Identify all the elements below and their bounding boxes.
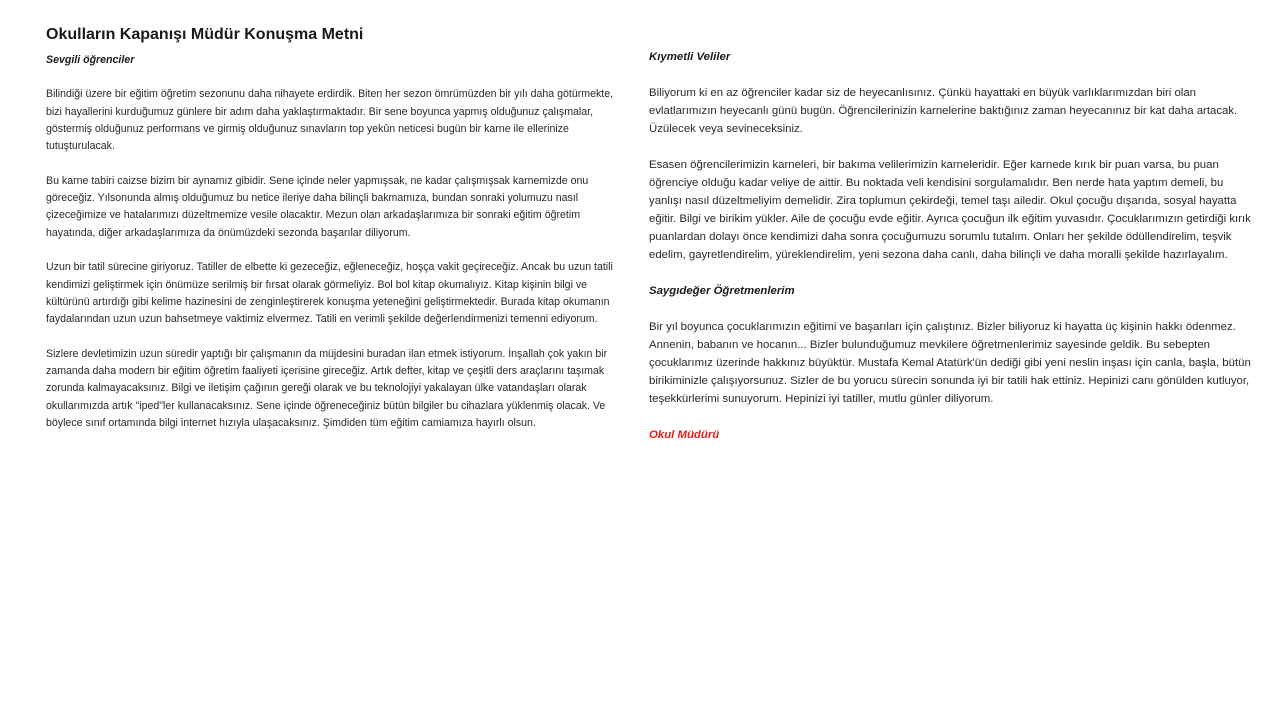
parents-paragraph: Biliyorum ki en az öğrenciler kadar siz de heyecanlısınız. Çünkü hayattaki en büyük varlıklarımızdan biri olan evlatlarımızın heyecanlı günü bugün. Öğrencilerinizin karnelerine baktığınız zaman heyecanınız bir kat daha artacak. Üzülecek veya sevineceksiniz.	[649, 87, 1238, 135]
teachers-paragraph: Bir yıl boyunca çocuklarımızın eğitimi ve başarıları için çalıştınız. Bizler biliyoruz ki hayatta üç kişinin hakkı ödenmez. Annenin, babanın ve hocanın... Bizler bulunduğumuz mevkilere öğretmenlerimiz sayesinde geldik. Bu sebepten çocuklarımız üzerinde hakkınız büyüktür. Mustafa Kemal Atatürk'ün dediği gibi yeni neslin inşası için canla, başla, bütün birikiminizle çalışıyorsunuz. Sizler de bu yorucu sürecin sonunda iyi bir tatili hak ettiniz. Hepinizi canı gönülden kutluyor, teşekkürlerimi sunuyorum. Hepinizi iyi tatiller, mutlu günler diliyorum.	[649, 321, 1251, 405]
students-paragraph: Bu karne tabiri caizse bizim bir aynamız gibidir. Sene içinde neler yapmışsak, ne kadar çalışmışsak karnemizde onu göreceğiz. Yılsonunda almış olduğumuz bu netice ileriye daha bilinçli bakmamıza, bundan sonraki yolumuzu nasıl çizeceğimize ve hatalarımızı düzeltmemize vesile olacaktır. Mezun olan arkadaşlarımıza bir sonraki eğitim öğretim hayatında, diğer arkadaşlarımıza da önümüzdeki sezonda başarılar diliyorum.	[46, 174, 589, 239]
students-paragraph: Uzun bir tatil sürecine giriyoruz. Tatiller de elbette ki gezeceğiz, eğleneceğiz, hoşça vakit geçireceğiz. Ancak bu uzun tatili kendimizi geliştirmek için önümüze serilmiş bir fırsat olarak görmeliyiz. Bol bol kitap okumalıyız. Kitap kişinin bilgi ve kültürünü artırdığı gibi kelime hazinesini de zenginleştirerek konuşma yeteneğini geliştirmektedir. Burada kitap okumanın faydalarından uzun uzun bahsetmeye vaktimiz elvermez. Tatili en verimli şekilde değerlendirmenizi temenni ediyorum.	[46, 261, 613, 326]
students-paragraph: Sizlere devletimizin uzun süredir yaptığı bir çalışmanın da müjdesini buradan ilan etmek istiyorum. İnşallah çok yakın bir zamanda daha modern bir eğitim öğretim faaliyeti içerisine gireceğiz. Artık defter, kitap ve çeşitli ders araçlarını taşımak zorunda kalmayacaksınız. Bilgi ve iletişim çağının gereği olarak ve bu teknolojiyi yakalayan ülke vatandaşları olarak okullarımızda artık "iped"ler kullanacaksınız. Sene içinde öğreneceğiniz bütün bilgiler bu cihazlara yüklenmiş olacak. Ve böylece sınıf ortamında bilgi internet hızıyla ulaşacaksınız. Şimdiden tüm eğitim camiamıza hayırlı olsun.	[46, 347, 608, 429]
students-salutation: Sevgili öğrenciler	[46, 54, 135, 66]
right-column	[649, 48, 1252, 452]
parents-paragraph: Esasen öğrencilerimizin karneleri, bir bakıma velilerimizin karneleridir. Eğer karnede kırık bir puan varsa, bu puan öğrenciye olduğu kadar veliye de aittir. Bu noktada veli kendisini sorgulamalıdır. Ben nerde hata yaptım demeli, bu yanlışı nasıl düzeltmeliyim demelidir. Zira toplumun çekirdeği, temel taşı ailedir. Okul çocuğu dışarıda, sosyal hayatta eğitir. Bilgi ve birikim yükler. Aile de çocuğu evde eğitir. Ayrıca çocuğun ilk eğitim yuvasıdır. Çocuklarımızın getirdiği kırık puanlardan dolayı önce kendimizi daha sonra çocuğumuzu sorumlu tutalım. Onları her şekilde ödüllendirelim, teşvik edelim, gayretlendirelim, yüreklendirelim, yeni sezona daha canlı, daha bilinçli ve daha moralli şekilde hazırlayalım.	[649, 159, 1251, 261]
students-paragraph: Bilindiği üzere bir eğitim öğretim sezonunu daha nihayete erdirdik. Biten her sezon ömrümüzden bir yılı daha götürmekte, bizi hayallerini kurduğumuz günlere bir adım daha yaklaştırmaktadır. Bir sene boyunca yapmış olduğunuz çalışmalar, göstermiş olduğunuz performans ve girmiş olduğunuz sınavların top yekûn neticesi bugün bir karne ile ellerinize tutuşturulacak.	[46, 88, 614, 153]
teachers-salutation: Saygıdeğer Öğretmenlerim	[649, 285, 795, 297]
signature: Okul Müdürü	[649, 429, 720, 441]
parents-salutation: Kıymetli Veliler	[649, 51, 731, 63]
page-title: Okulların Kapanışı Müdür Konuşma Metni	[46, 26, 364, 43]
left-column	[46, 52, 614, 450]
